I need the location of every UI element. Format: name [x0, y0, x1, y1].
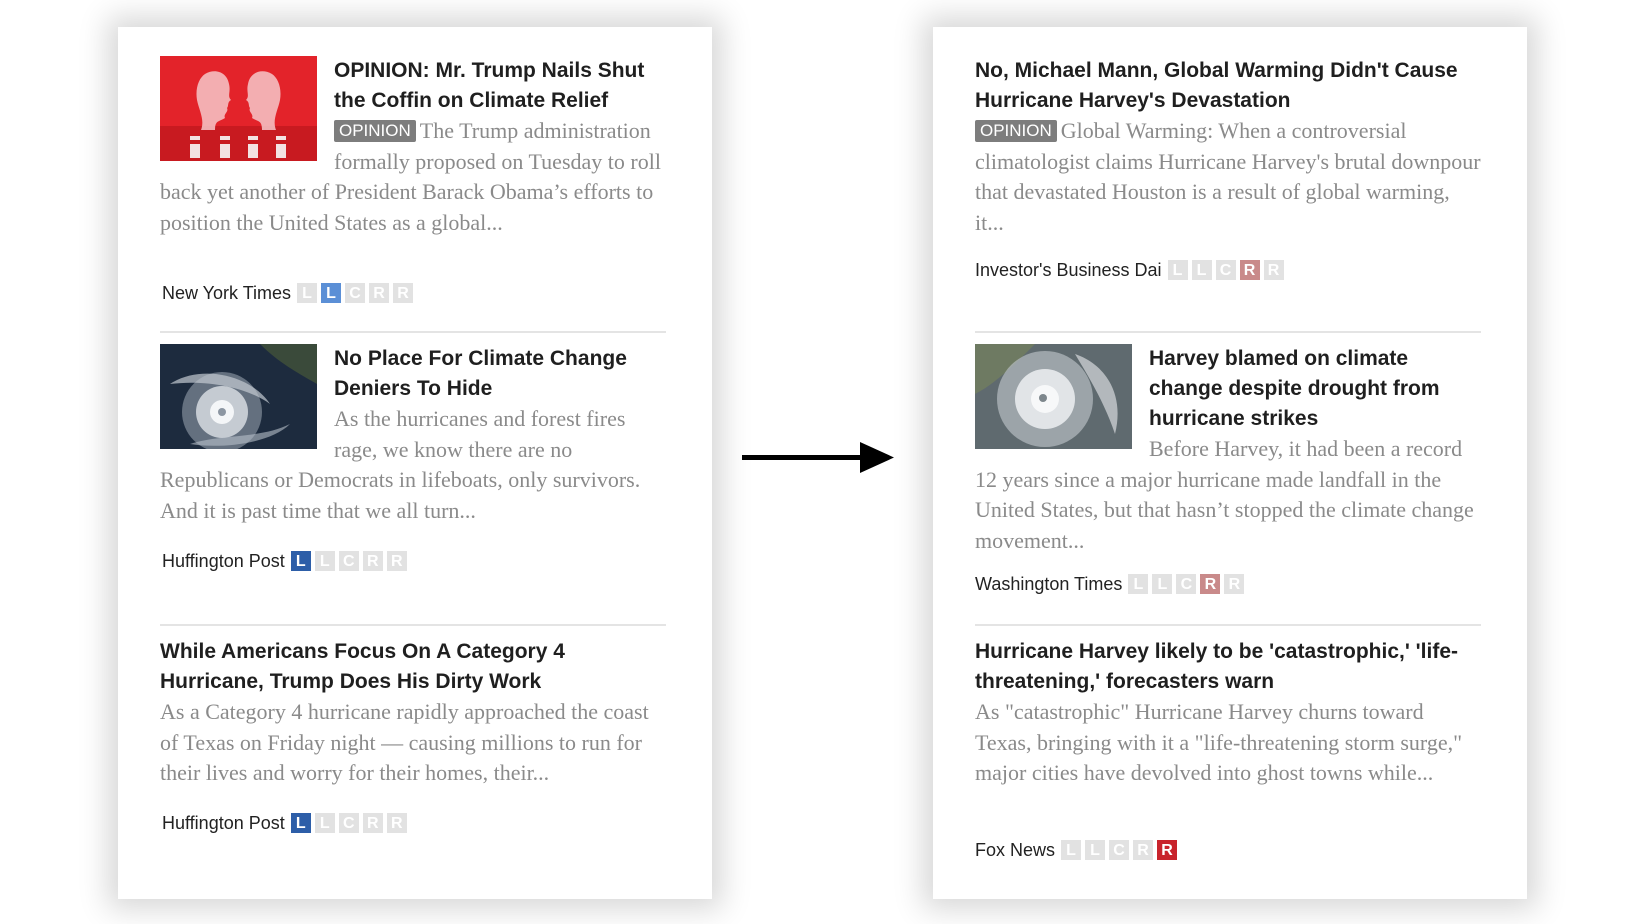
- source-name[interactable]: Huffington Post: [162, 550, 285, 571]
- bias-box: L: [1061, 840, 1081, 860]
- bias-box: L: [1128, 574, 1148, 594]
- divider: [160, 331, 666, 333]
- divider: [975, 331, 1481, 333]
- opinion-badge: OPINION: [334, 120, 416, 142]
- article-card[interactable]: [975, 56, 1481, 238]
- bias-box: C: [345, 283, 365, 303]
- bias-box: R: [1240, 260, 1260, 280]
- divider: [975, 624, 1481, 626]
- bias-rating: [1061, 840, 1177, 860]
- bias-box: L: [291, 551, 311, 571]
- profiles-red-icon[interactable]: [160, 56, 317, 161]
- bias-box: R: [1157, 840, 1177, 860]
- article-title[interactable]: Hurricane Harvey likely to be 'catastrophic,' 'life-threatening,' forecasters warn: [975, 640, 1458, 693]
- bias-box: L: [1168, 260, 1188, 280]
- article-card[interactable]: [975, 637, 1481, 789]
- bias-box: L: [291, 813, 311, 833]
- summary-text: The Trump administration formally proposed on Tuesday to roll back yet another of President Barack Obama’s efforts to position the United States as a global...: [160, 118, 661, 235]
- bias-box: L: [315, 551, 335, 571]
- bias-box: C: [339, 551, 359, 571]
- bias-box: L: [315, 813, 335, 833]
- bias-box: R: [387, 551, 407, 571]
- source-name[interactable]: New York Times: [162, 282, 292, 303]
- hurricane-satellite-icon[interactable]: [160, 344, 317, 449]
- bias-box: R: [1200, 574, 1220, 594]
- bias-box: R: [363, 813, 383, 833]
- article-title[interactable]: While Americans Focus On A Category 4 Hurricane, Trump Does His Dirty Work: [160, 640, 565, 693]
- bias-box: R: [1264, 260, 1284, 280]
- article-title[interactable]: OPINION: Mr. Trump Nails Shut the Coffin on Climate Relief: [334, 59, 645, 112]
- source-row: [975, 839, 1177, 861]
- source-name[interactable]: Washington Times: [975, 573, 1123, 594]
- bias-box: L: [297, 283, 317, 303]
- bias-box: R: [387, 813, 407, 833]
- bias-box: R: [393, 283, 413, 303]
- right-news-panel: [933, 27, 1527, 899]
- bias-box: L: [1085, 840, 1105, 860]
- source-name[interactable]: Fox News: [975, 839, 1056, 860]
- bias-box: L: [1192, 260, 1212, 280]
- source-row: [162, 282, 413, 304]
- source-row: [975, 573, 1244, 595]
- source-name[interactable]: Huffington Post: [162, 812, 285, 833]
- article-card[interactable]: [160, 637, 666, 789]
- bias-box: L: [321, 283, 341, 303]
- article-summary: As the hurricanes and forest fires rage, we know there are no Republicans or Democrats in lifeboats, only survivors. And it is past time that we all turn...: [160, 406, 641, 523]
- article-summary: [975, 116, 1481, 238]
- source-name[interactable]: Investor's Business Dai: [975, 259, 1162, 280]
- bias-box: C: [1216, 260, 1236, 280]
- article-summary: As "catastrophic" Hurricane Harvey churns toward Texas, bringing with it a "life-threatening storm surge," major cities have devolved into ghost towns while...: [975, 699, 1463, 785]
- bias-box: L: [1152, 574, 1172, 594]
- divider: [160, 624, 666, 626]
- bias-box: C: [1109, 840, 1129, 860]
- bias-rating: [297, 283, 413, 303]
- article-title[interactable]: No, Michael Mann, Global Warming Didn't Cause Hurricane Harvey's Devastation: [975, 59, 1458, 112]
- article-card[interactable]: [160, 344, 666, 526]
- bias-box: R: [369, 283, 389, 303]
- arrow-right-icon: [742, 440, 894, 474]
- bias-box: R: [1224, 574, 1244, 594]
- bias-box: R: [1133, 840, 1153, 860]
- article-title[interactable]: Harvey blamed on climate change despite drought from hurricane strikes: [1149, 347, 1440, 430]
- bias-rating: [291, 813, 407, 833]
- opinion-badge: OPINION: [975, 120, 1057, 142]
- bias-box: C: [339, 813, 359, 833]
- source-row: [975, 259, 1284, 281]
- bias-box: R: [363, 551, 383, 571]
- left-news-panel: [118, 27, 712, 899]
- summary-text: Global Warming: When a controversial climatologist claims Hurricane Harvey's brutal downpour that devastated Houston is a result of global warming, it...: [975, 118, 1481, 235]
- hurricane-satellite-icon[interactable]: [975, 344, 1132, 449]
- article-title[interactable]: No Place For Climate Change Deniers To Hide: [334, 347, 627, 400]
- bias-rating: [1168, 260, 1284, 280]
- article-card[interactable]: [160, 56, 666, 238]
- source-row: [162, 812, 407, 834]
- article-summary: Before Harvey, it had been a record 12 years since a major hurricane made landfall in the United States, but that hasn’t stopped the climate change movement...: [975, 436, 1474, 553]
- article-card[interactable]: [975, 344, 1481, 556]
- article-summary: As a Category 4 hurricane rapidly approached the coast of Texas on Friday night — causing millions to run for their lives and worry for their homes, their...: [160, 699, 649, 785]
- bias-rating: [291, 551, 407, 571]
- bias-box: C: [1176, 574, 1196, 594]
- bias-rating: [1128, 574, 1244, 594]
- source-row: [162, 550, 407, 572]
